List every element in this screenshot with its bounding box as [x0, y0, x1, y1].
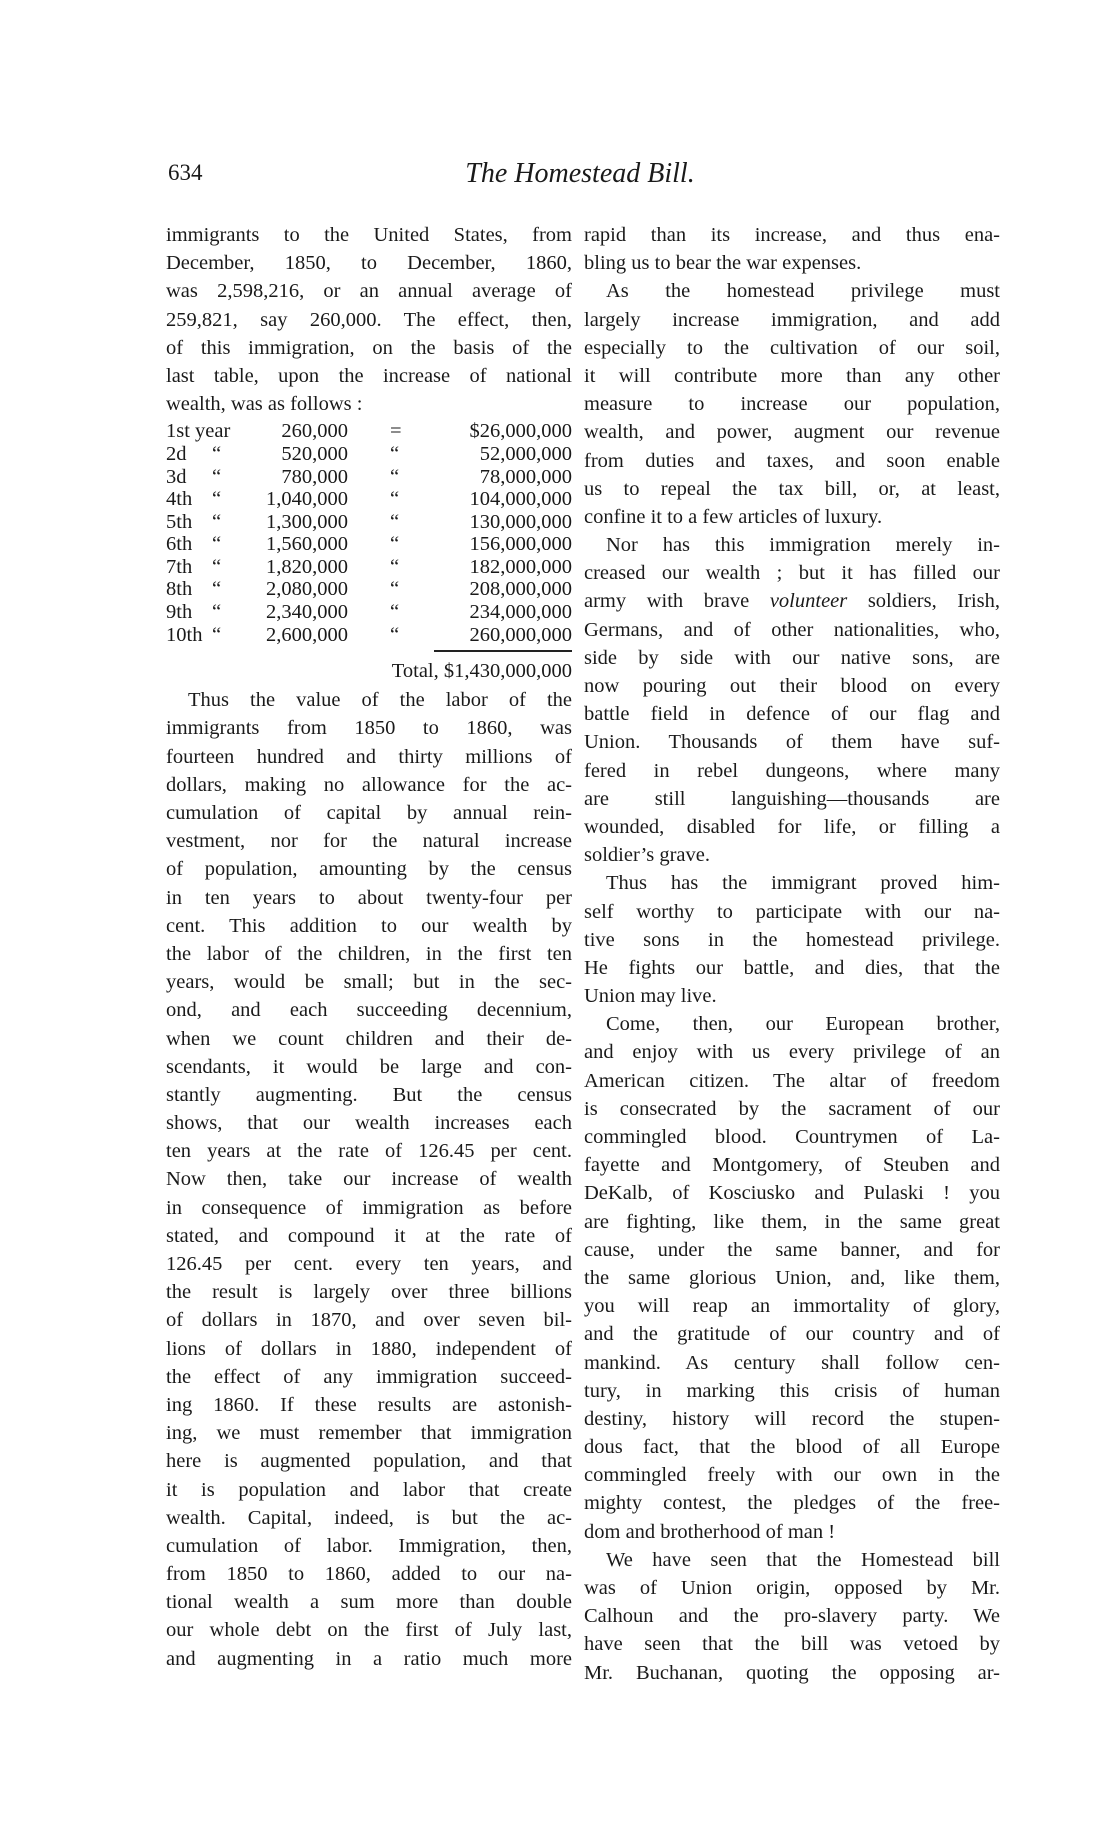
text-line: fourteen hundred and thirty millions of [166, 745, 572, 768]
text-line: wounded, disabled for life, or filling a [584, 815, 1000, 838]
value-cell: 208,000,000 [469, 578, 572, 601]
year-cell: 8th [166, 578, 193, 601]
text-line: rapid than its increase, and thus ena- [584, 224, 1000, 246]
text-line: in ten years to about twenty-four per [166, 886, 572, 909]
separator-cell: “ [390, 578, 400, 601]
text-line: side by side with our native sons, are [584, 646, 1000, 669]
text-line: when we count children and their de- [166, 1027, 572, 1050]
italic-word: volunteer [769, 590, 848, 613]
ditto-cell: “ [212, 601, 222, 624]
ditto-cell: “ [212, 533, 222, 556]
text-line: the effect of any immigration succeed- [166, 1365, 572, 1388]
separator-cell: “ [390, 465, 400, 488]
text-line: self worthy to participate with our na- [584, 900, 1000, 923]
text-line: Come, then, our European brother, [606, 1013, 1000, 1036]
text-line: mankind. As century shall follow cen- [584, 1351, 1000, 1374]
right-column [584, 221, 1000, 1687]
table-row [166, 488, 572, 511]
immigrants-cell: 260,000 [281, 420, 348, 443]
value-cell: 130,000,000 [469, 510, 572, 533]
text-line: soldier’s grave. [584, 844, 711, 867]
separator-cell: “ [390, 533, 400, 556]
text-line: commingled freely with our own in the [584, 1464, 1000, 1487]
ditto-cell: “ [212, 465, 222, 488]
text-line: scendants, it would be large and con- [166, 1055, 572, 1078]
text-line: are still languishing—thousands are [584, 787, 1000, 810]
text-line: was of Union origin, opposed by Mr. [584, 1577, 1000, 1599]
text-line: Germans, and of other nationalities, who, [584, 618, 1000, 641]
immigrants-cell: 1,820,000 [266, 555, 348, 578]
text-line: creased our wealth ; but it has filled our [584, 562, 1000, 585]
text-line: and augmenting in a ratio much more [166, 1647, 572, 1670]
ditto-cell: “ [212, 555, 222, 578]
table-row [166, 556, 572, 579]
text-line: confine it to a few articles of luxury. [584, 505, 883, 528]
immigrants-cell: 1,560,000 [266, 533, 348, 556]
separator-cell: = [390, 420, 402, 443]
text-line: dom and brotherhood of man ! [584, 1520, 836, 1543]
text-line: We have seen that the Homestead bill [606, 1548, 1000, 1571]
text-line: vestment, nor for the natural increase [166, 830, 572, 853]
text-line: 126.45 per cent. every ten years, and [166, 1253, 572, 1275]
text-line: shows, that our wealth increases each [166, 1112, 572, 1135]
text-line: tive sons in the homestead privilege. [584, 928, 1000, 951]
text-line: tury, in marking this crisis of human [584, 1379, 1000, 1402]
separator-cell: “ [390, 623, 400, 646]
text-line: He fights our battle, and dies, that the [584, 956, 1000, 979]
table-row [166, 578, 572, 601]
immigrants-cell: 1,040,000 [266, 488, 348, 511]
text-line: us to repeal the tax bill, or, at least, [584, 477, 1000, 500]
text-line: ing, we must remember that immigration [166, 1422, 572, 1445]
text-fragment: soldiers, Irish, [847, 590, 1000, 613]
text-line: stantly augmenting. But the census [166, 1083, 572, 1106]
year-cell: 2d [166, 442, 187, 465]
text-line: Nor has this immigration merely in- [606, 534, 1000, 557]
text-line: and the gratitude of our country and of [584, 1323, 1000, 1346]
immigrants-cell: 780,000 [281, 465, 348, 488]
text-line: American citizen. The altar of freedom [584, 1069, 1000, 1092]
value-cell: 260,000,000 [469, 623, 572, 646]
table-row [166, 466, 572, 489]
table-row [166, 601, 572, 624]
text-line: cent. This addition to our wealth by [166, 914, 572, 937]
table-row [166, 420, 572, 443]
year-cell: 6th [166, 533, 193, 556]
year-cell: 4th [166, 488, 193, 511]
text-line: stated, and compound it at the rate of [166, 1224, 572, 1247]
text-line: immigrants to the United States, from [166, 224, 572, 246]
text-line: ond, and each succeeding decennium, [166, 999, 572, 1022]
text-line: you will reap an immortality of glory, [584, 1295, 1000, 1318]
value-cell: 52,000,000 [479, 442, 572, 465]
text-line: of population, amounting by the census [166, 858, 572, 881]
text-line: our whole debt on the first of July last, [166, 1619, 572, 1642]
value-cell: 104,000,000 [469, 488, 572, 511]
value-cell: 182,000,000 [469, 555, 572, 578]
table-row [166, 443, 572, 466]
text-line: Union. Thousands of them have suf- [584, 731, 1000, 754]
page-number: 634 [168, 160, 203, 185]
text-line: here is augmented population, and that [166, 1450, 572, 1473]
text-line: last table, upon the increase of national [166, 364, 572, 387]
text-line: cumulation of capital by annual rein- [166, 802, 572, 824]
text-fragment: army with brave [584, 590, 750, 613]
text-line: fered in rebel dungeons, where many [584, 759, 1000, 782]
text-line: Mr. Buchanan, quoting the opposing ar- [584, 1661, 1000, 1684]
ditto-cell: “ [212, 442, 222, 465]
text-line: battle field in defence of our flag and [584, 703, 1000, 726]
intro-paragraph [166, 221, 572, 418]
text-line: December, 1850, to December, 1860, [166, 252, 572, 275]
year-cell: 3d [166, 465, 187, 488]
value-cell: 78,000,000 [479, 465, 572, 488]
text-line: cause, under the same banner, and for [584, 1238, 1000, 1261]
separator-cell: “ [390, 442, 400, 465]
separator-cell: “ [390, 555, 400, 578]
text-line: of dollars in 1870, and over seven bil- [166, 1309, 572, 1332]
text-line: it is population and labor that create [166, 1478, 572, 1501]
text-line: dous fact, that the blood of all Europe [584, 1436, 1000, 1459]
text-line: wealth, and power, augment our revenue [584, 421, 1000, 444]
immigrants-cell: 520,000 [281, 442, 348, 465]
ditto-cell: “ [212, 578, 222, 601]
body-paragraph [166, 686, 572, 1673]
ditto-cell: “ [212, 623, 222, 646]
text-line: dollars, making no allowance for the ac- [166, 773, 572, 796]
text-line: As the homestead privilege must [606, 280, 1000, 303]
table-row [166, 511, 572, 534]
text-line: from duties and taxes, and soon enable [584, 449, 1000, 472]
value-cell: $26,000,000 [469, 420, 572, 443]
immigrants-cell: 2,340,000 [266, 601, 348, 624]
left-column [166, 221, 572, 1673]
table-row [166, 533, 572, 556]
value-cell: 234,000,000 [469, 601, 572, 624]
text-line: commingled blood. Countrymen of La- [584, 1126, 1000, 1148]
text-line: is consecrated by the sacrament of our [584, 1097, 1000, 1120]
immigrants-cell: 1,300,000 [266, 510, 348, 533]
text-line: the result is largely over three billions [166, 1281, 572, 1304]
text-line: fayette and Montgomery, of Steuben and [584, 1154, 1000, 1177]
text-line: largely increase immigration, and add [584, 308, 1000, 331]
year-cell: 1st year [166, 420, 231, 443]
text-line: are fighting, like them, in the same great [584, 1210, 1000, 1233]
text-line: ten years at the rate of 126.45 per cent. [166, 1140, 572, 1163]
text-line: from 1850 to 1860, added to our na- [166, 1563, 572, 1586]
text-line: DeKalb, of Kosciusko and Pulaski ! you [584, 1182, 1000, 1205]
separator-cell: “ [390, 601, 400, 624]
text-line: destiny, history will record the stupen- [584, 1407, 1000, 1430]
text-line: ing 1860. If these results are astonish- [166, 1393, 572, 1416]
text-line: lions of dollars in 1880, independent of [166, 1337, 572, 1360]
total-rule [166, 646, 572, 656]
running-title: The Homestead Bill. [465, 158, 695, 189]
text-line [584, 587, 1000, 615]
text-line: mighty contest, the pledges of the free- [584, 1492, 1000, 1515]
separator-cell: “ [390, 488, 400, 511]
year-cell: 10th [166, 623, 203, 646]
text-line: wealth, was as follows : [166, 393, 363, 416]
value-cell: 156,000,000 [469, 533, 572, 556]
separator-cell: “ [390, 510, 400, 533]
immigrants-cell: 2,600,000 [266, 623, 348, 646]
text-line: in consequence of immigration as before [166, 1196, 572, 1219]
text-line: Now then, take our increase of wealth [166, 1168, 572, 1191]
table-row [166, 624, 572, 647]
text-line: the labor of the children, in the first ten [166, 942, 572, 965]
text-line: Calhoun and the pro-slavery party. We [584, 1605, 1000, 1628]
text-line: of this immigration, on the basis of the [166, 336, 572, 359]
ditto-cell: “ [212, 510, 222, 533]
year-cell: 5th [166, 510, 193, 533]
ditto-cell: “ [212, 488, 222, 511]
text-line: now pouring out their blood on every [584, 675, 1000, 697]
text-line: especially to the cultivation of our soil, [584, 336, 1000, 359]
text-line: Union may live. [584, 985, 717, 1008]
text-line: it will contribute more than any other [584, 364, 1000, 387]
text-line: measure to increase our population, [584, 393, 1000, 416]
text-line: tional wealth a sum more than double [166, 1591, 572, 1614]
text-line: 259,821, say 260,000. The effect, then, [166, 308, 572, 331]
text-line: have seen that the bill was vetoed by [584, 1633, 1000, 1656]
text-line: bling us to bear the war expenses. [584, 252, 862, 275]
text-line: and enjoy with us every privilege of an [584, 1041, 1000, 1064]
text-line: Thus the value of the labor of the [188, 689, 572, 712]
text-line: was 2,598,216, or an annual average of [166, 280, 572, 303]
text-line: cumulation of labor. Immigration, then, [166, 1534, 572, 1557]
immigrants-cell: 2,080,000 [266, 578, 348, 601]
wealth-table [166, 418, 572, 686]
text-line: the same glorious Union, and, like them, [584, 1266, 1000, 1289]
text-line: Thus has the immigrant proved him- [606, 872, 1000, 895]
text-line: years, would be small; but in the sec- [166, 971, 572, 994]
table-total: Total, $1,430,000,000 [391, 660, 572, 683]
text-line: immigrants from 1850 to 1860, was [166, 717, 572, 740]
year-cell: 7th [166, 555, 193, 578]
text-line: wealth. Capital, indeed, is but the ac- [166, 1506, 572, 1529]
year-cell: 9th [166, 601, 193, 624]
